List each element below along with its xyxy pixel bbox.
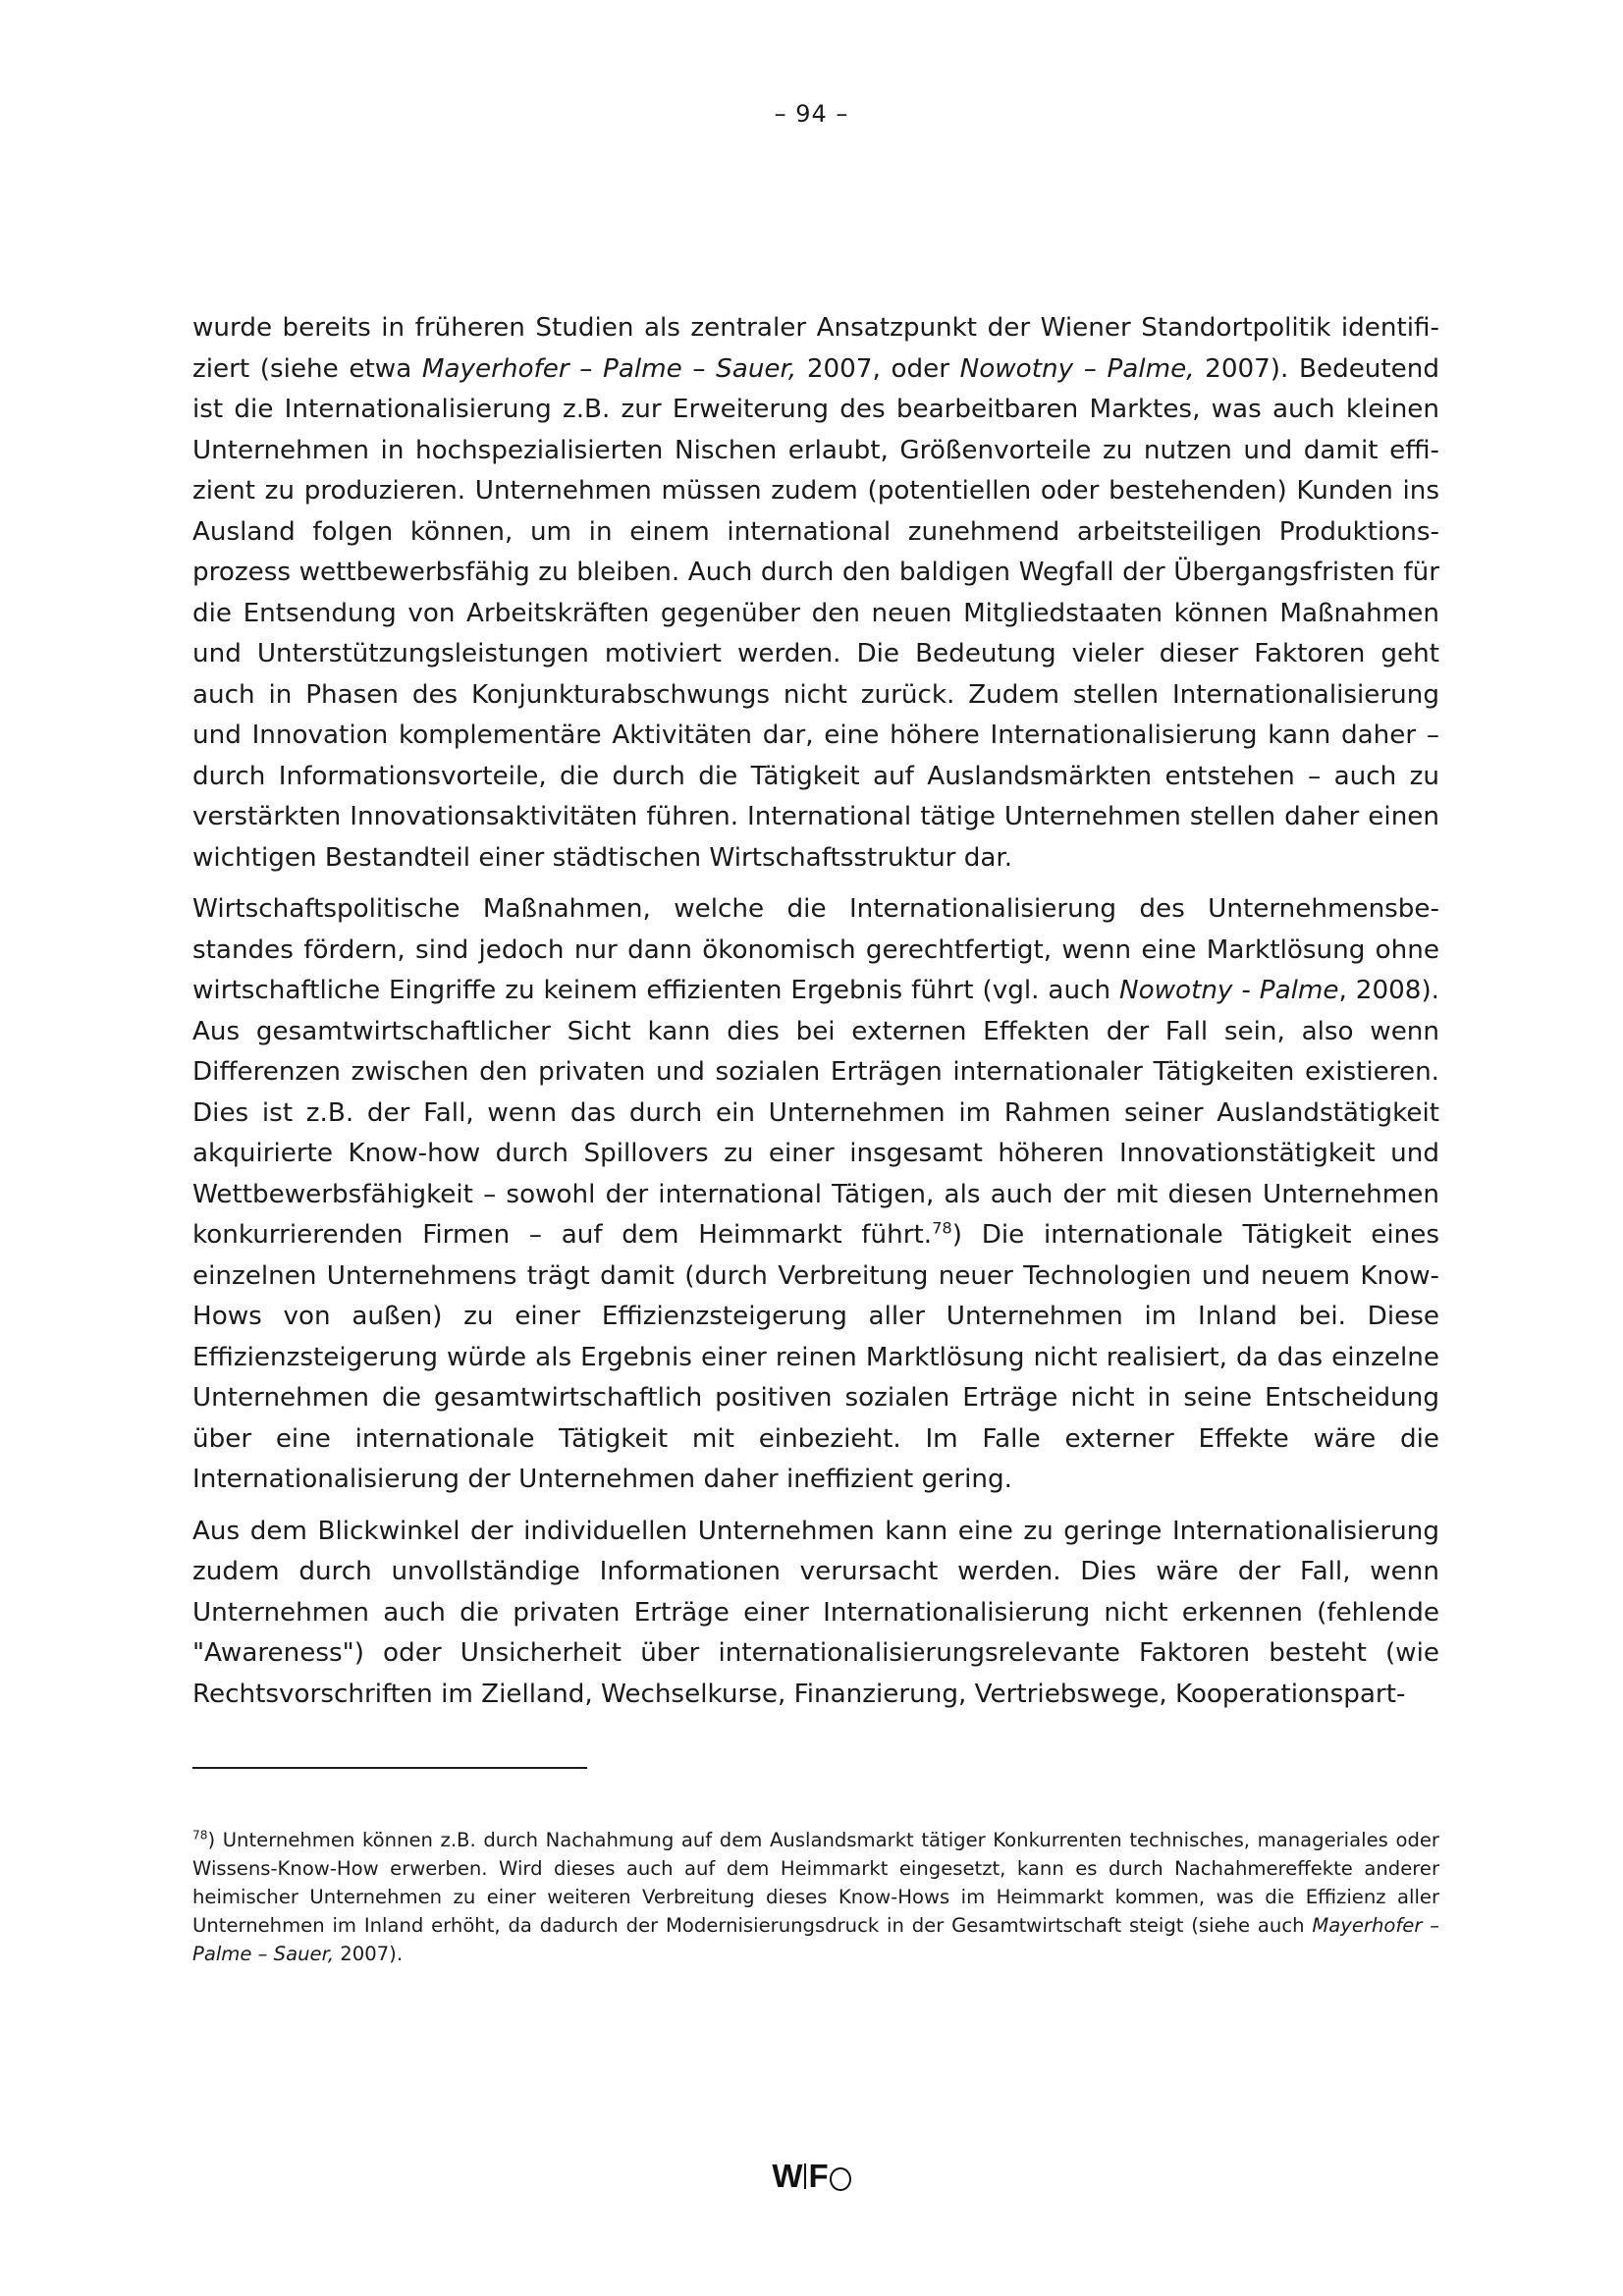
body-text bbox=[192, 308, 1439, 1715]
paragraph-2-text-b: , 2008). Aus gesamtwirtschaftlicher Sicht kann dies bei externen Effekten der Fall sein, also wenn Differenzen zwischen den privaten und sozialen Erträgen internationaler Tätigkeiten existieren. Dies ist z.B. der Fall, wenn das durch ein Unternehmen im Rahmen seiner Auslandstätigkeit akquirierte Know-how durch Spillovers zu einer insgesamt höheren Innovationstätigkeit und Wettbewerbsfähigkeit – sowohl der international Tätigen, als auch der mit diesen Unternehmen konkurrierenden Firmen – auf dem Heimmarkt führt. bbox=[192, 976, 1439, 1250]
paragraph-2 bbox=[192, 889, 1439, 1501]
paragraph-3-text: Aus dem Blickwinkel der individuellen Unternehmen kann eine zu geringe Internationalisierung zudem durch unvollständige Informationen verursacht werden. Dies wäre der Fall, wenn Unternehmen auch die privaten Erträge einer Internationalisierung nicht erkennen (fehlende "Awareness") oder Unsicherheit über internationalisierungsrelevante Faktoren besteht (wie Rechtsvorschriften im Zielland, Wechselkurse, Finanzierung, Vertriebswege, Kooperationspart- bbox=[192, 1516, 1439, 1709]
footnote-separator bbox=[192, 1767, 587, 1769]
paragraph-3 bbox=[192, 1512, 1439, 1716]
footnote-text-b: 2007). bbox=[334, 1943, 404, 1965]
logo-letter-w: W bbox=[772, 2158, 803, 2194]
logo-bar bbox=[804, 2163, 806, 2189]
paragraph-1-text-a: wurde bereits in früheren Studien als zentraler Ansatzpunkt der Wiener Standortpolitik identifiziert (siehe etwa bbox=[192, 313, 1439, 384]
paragraph-1-text-b: 2007, oder bbox=[796, 353, 960, 384]
paragraph-2-text-a: Wirtschaftspolitische Maßnahmen, welche die Internationalisierung des Unternehmensbestandes fördern, sind jedoch nur dann ökonomisch gerechtfertigt, wenn eine Marktlösung ohne wirtschaftliche Eingriffe zu keinem effizienten Ergebnis führt (vgl. auch bbox=[192, 894, 1439, 1005]
paragraph-2-text-c: ) Die internationale Tätigkeit eines einzelnen Unternehmens trägt damit (durch Verbreitung neuer Technologien und neuem Know-Hows von außen) zu einer Effizienzsteigerung aller Unternehmen im Inland bei. Diese Effizienzsteigerung würde als Ergebnis einer reinen Marktlösung nicht realisiert, da das einzelne Unternehmen die gesamtwirtschaftlich positiven sozialen Erträge nicht in seine Entscheidung über eine internationale Tätigkeit mit einbezieht. Im Falle externer Effekte wäre die Internationalisierung der Unternehmen daher ineffizient gering. bbox=[192, 1220, 1439, 1494]
footnote-reference-78[interactable]: 78 bbox=[932, 1218, 952, 1238]
page-number: – 94 – bbox=[774, 100, 849, 128]
citation-nowotny-palme: Nowotny – Palme, bbox=[959, 353, 1195, 384]
footnote-78 bbox=[192, 1826, 1439, 1968]
citation-mayerhofer-palme-sauer: Mayerhofer – Palme – Sauer, bbox=[421, 353, 797, 384]
footnote-citation: Mayerhofer – Palme – Sauer, bbox=[192, 1914, 1440, 1965]
paragraph-1-text-c: 2007). Bedeutend ist die Internationalisierung z.B. zur Erweiterung des bearbeitbaren Marktes, was auch kleinen Unternehmen in hochspezialisierten Nischen erlaubt, Größenvorteile zu nutzen und damit effizient zu produzieren. Unternehmen müssen zudem (potentiellen oder bestehenden) Kunden ins Ausland folgen können, um in einem international zunehmend arbeitsteiligen Produktionsprozess wettbewerbsfähig zu bleiben. Auch durch den baldigen Wegfall der Übergangsfristen für die Entsendung von Arbeitskräften gegenüber den neuen Mitgliedstaaten können Maßnahmen und Unterstützungsleistungen motiviert werden. Die Bedeutung vieler dieser Faktoren geht auch in Phasen des Konjunkturabschwungs nicht zurück. Zudem stellen Internationalisierung und Innovation komplementäre Aktivitäten dar, eine höhere Internationalisierung kann daher – durch Informationsvorteile, die durch die Tätigkeit auf Auslandsmärkten entstehen – auch zu verstärkten Innovationsaktivitäten führen. International tätige Unternehmen stellen daher einen wichtigen Bestandteil einer städtischen Wirtschaftsstruktur dar. bbox=[192, 353, 1439, 873]
paragraph-1 bbox=[192, 308, 1439, 879]
logo-ring-icon bbox=[830, 2167, 851, 2191]
wifo-logo bbox=[0, 2158, 1623, 2195]
footnote-text-a: ) Unternehmen können z.B. durch Nachahmung auf dem Auslandsmarkt tätiger Konkurrenten technisches, manageriales oder Wissens-Know-How erwerben. Wird dieses auch auf dem Heimmarkt eingesetzt, kann es durch Nachahmereffekte anderer heimischer Unternehmen zu einer weiteren Verbreitung dieses Know-Hows im Heimmarkt kommen, was die Effizienz aller Unternehmen im Inland erhöht, da dadurch der Modernisierungsdruck in der Gesamtwirtschaft steigt (siehe auch bbox=[192, 1829, 1439, 1937]
citation-nowotny-palme-2008: Nowotny - Palme bbox=[1119, 976, 1339, 1005]
logo-letter-f: F bbox=[808, 2158, 829, 2194]
footnote-marker: 78 bbox=[192, 1828, 208, 1842]
